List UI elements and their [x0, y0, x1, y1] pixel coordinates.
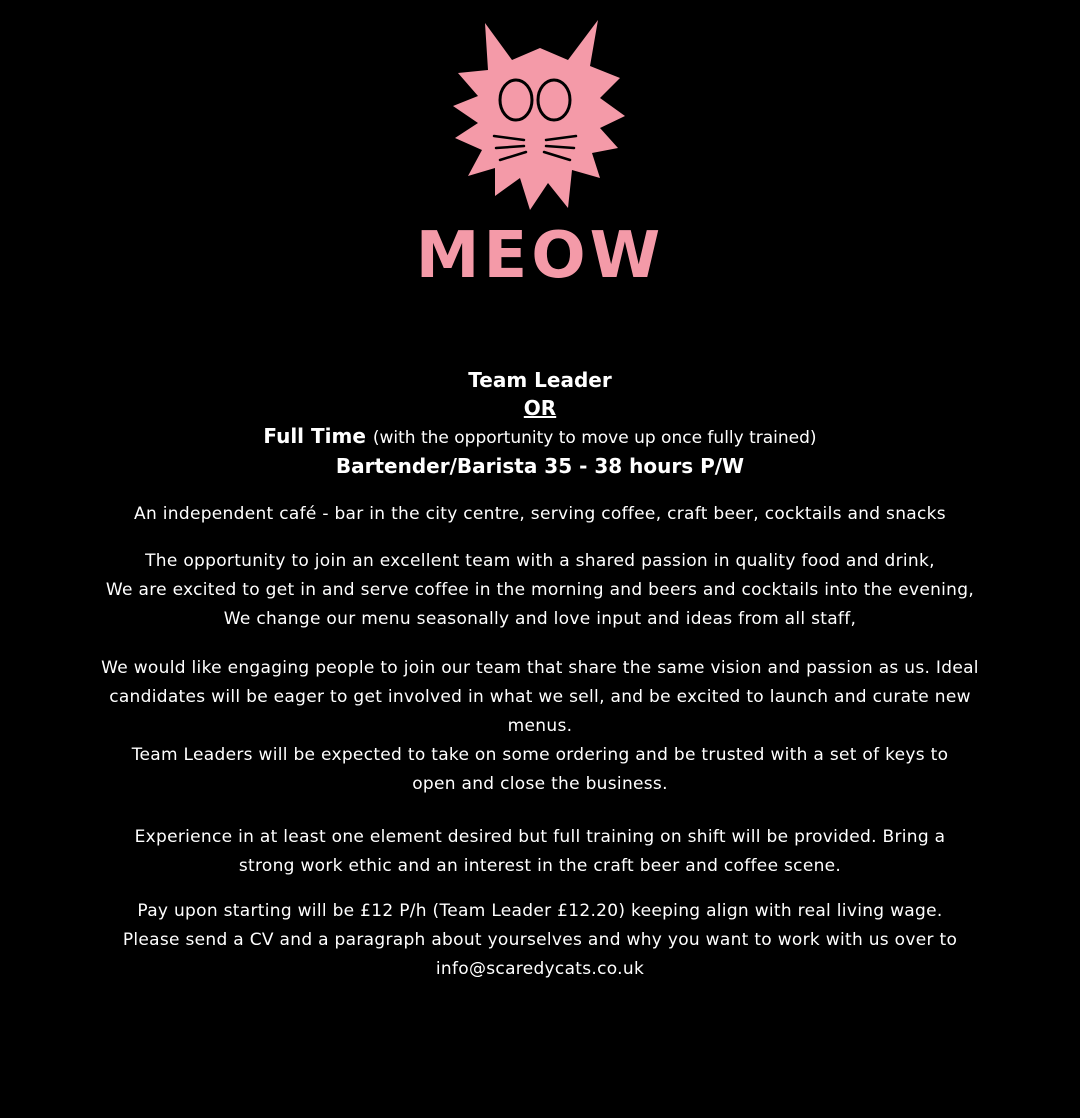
role-or: OR: [523, 396, 557, 420]
opportunity-line-2: We are excited to get in and serve coffee in the morning and beers and cocktails into the evening,: [105, 580, 975, 600]
opportunity-line-1: The opportunity to join an excellent team with a shared passion in quality food and drink,: [145, 551, 935, 571]
vision-line-1: We would like engaging people to join our team that share the same vision and passion as us. Ideal: [101, 658, 979, 678]
role-titles: [40, 366, 1040, 480]
experience-line-1: Experience in at least one element desired but full training on shift will be provided. Bring a: [134, 827, 946, 847]
vision-line-2: candidates will be eager to get involved in what we sell, and be excited to launch and curate new: [109, 687, 971, 707]
experience-line-2: strong work ethic and an interest in the craft beer and coffee scene.: [238, 856, 842, 876]
brand-name: MEOW: [415, 219, 665, 293]
role-full-time-note: (with the opportunity to move up once fully trained): [372, 428, 817, 448]
job-advert: [40, 366, 1040, 984]
cat-face-icon: [450, 18, 630, 218]
role-team-leader: Team Leader: [468, 368, 612, 392]
leaders-line-2: open and close the business.: [412, 774, 668, 794]
intro-text: An independent café - bar in the city centre, serving coffee, craft beer, cocktails and snacks: [134, 504, 946, 524]
role-full-time: [40, 422, 1040, 452]
vision-line-3: menus.: [507, 716, 573, 736]
pay-line-2: Please send a CV and a paragraph about yourselves and why you want to work with us over to: [122, 930, 958, 950]
role-full-time-label: Full Time: [263, 424, 366, 448]
logo: [0, 18, 1080, 318]
leaders-line-1: Team Leaders will be expected to take on some ordering and be trusted with a set of keys to: [131, 745, 949, 765]
contact-email: info@scaredycats.co.uk: [435, 959, 645, 979]
opportunity-line-3: We change our menu seasonally and love input and ideas from all staff,: [223, 609, 857, 629]
role-bartender: Bartender/Barista 35 - 38 hours P/W: [335, 454, 745, 478]
pay-line-1: Pay upon starting will be £12 P/h (Team Leader £12.20) keeping align with real living wage.: [137, 901, 943, 921]
